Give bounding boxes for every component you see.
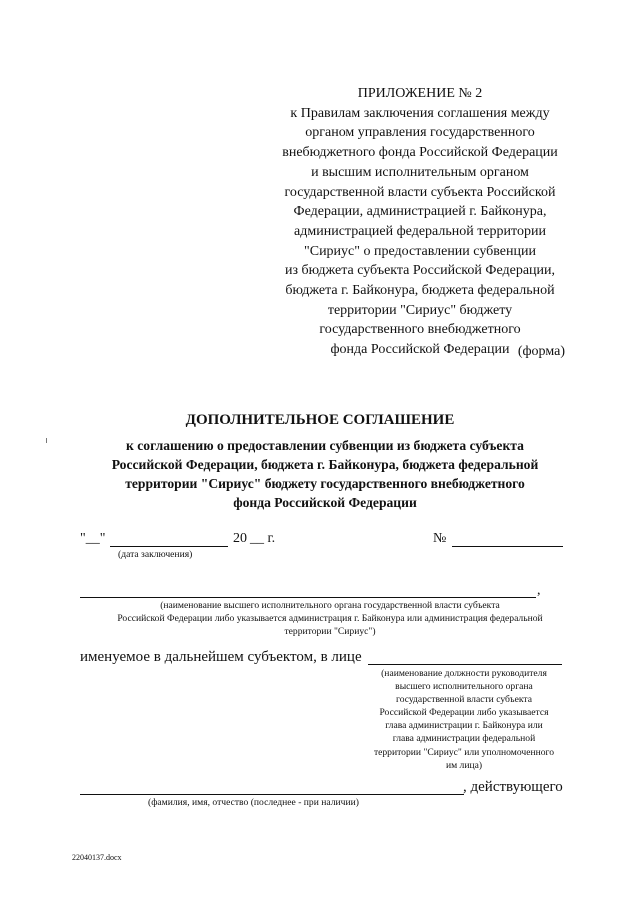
- margin-mark: [46, 438, 47, 443]
- representative-position-line[interactable]: [368, 664, 562, 665]
- representative-caption-line: им лица): [445, 759, 483, 771]
- appendix-line: государственной власти субъекта Российской: [284, 184, 556, 200]
- appendix-line: к Правилам заключения соглашения между: [290, 105, 550, 121]
- full-name-line[interactable]: [80, 794, 464, 795]
- document-title: ДОПОЛНИТЕЛЬНОЕ СОГЛАШЕНИЕ: [185, 412, 455, 428]
- authority-name-line[interactable]: [80, 597, 536, 598]
- appendix-line: государственного внебюджетного: [319, 322, 521, 338]
- full-name-caption: (фамилия, имя, отчество (последнее - при наличии): [148, 797, 359, 808]
- appendix-line: и высшим исполнительным органом: [311, 164, 529, 180]
- representative-caption-line: (наименование должности руководителя: [381, 668, 547, 679]
- authority-caption: [60, 599, 600, 638]
- appendix-line: территории "Сириус" бюджету: [327, 302, 513, 318]
- appendix-line: из бюджета субъекта Российской Федерации,: [284, 263, 556, 279]
- representative-caption: [360, 667, 568, 772]
- form-label: (форма): [517, 344, 565, 359]
- date-month-line[interactable]: [110, 546, 228, 547]
- document-subtitle: [60, 436, 590, 512]
- appendix-line: "Сириус" о предоставлении субвенции: [304, 243, 536, 259]
- subtitle-line: Российской Федерации, бюджета г. Байконура, бюджета федеральной: [111, 457, 539, 472]
- appendix-line: бюджета г. Байконура, бюджета федеральной: [285, 283, 555, 299]
- represented-text: именуемое в дальнейшем субъектом, в лице: [80, 649, 362, 665]
- date-year-prefix: 20: [233, 531, 247, 546]
- authority-caption-line: территории "Сириус"): [284, 626, 376, 638]
- representative-caption-line: высшего исполнительного органа: [395, 681, 533, 693]
- representative-caption-line: территории "Сириус" или уполномоченного: [373, 746, 555, 758]
- appendix-line: администрацией федеральной территории: [294, 223, 546, 239]
- subtitle-line: к соглашению о предоставлении субвенции из бюджета субъекта: [126, 438, 524, 453]
- date-caption: (дата заключения): [118, 549, 193, 560]
- acting-text: , действующего: [463, 779, 563, 795]
- representative-caption-line: глава администрации г. Байконура или: [385, 720, 543, 732]
- subtitle-line: фонда Российской Федерации: [233, 495, 417, 510]
- appendix-line: Федерации, администрацией г. Байконура,: [293, 204, 547, 220]
- representative-caption-line: Российской Федерации либо указывается: [379, 707, 549, 719]
- date-day-blank[interactable]: "__": [80, 531, 106, 546]
- subtitle-line: территории "Сириус" бюджету государственного внебюджетного: [125, 476, 525, 491]
- appendix-line: органом управления государственного: [305, 125, 535, 141]
- appendix-line: внебюджетного фонда Российской Федерации: [282, 145, 558, 161]
- authority-caption-line: (наименование высшего исполнительного органа государственной власти субъекта: [160, 600, 500, 611]
- agreement-number-line[interactable]: [452, 546, 563, 547]
- date-year-suffix[interactable]: __ г.: [250, 531, 276, 546]
- authority-caption-line: Российской Федерации либо указывается администрация г. Байконура или администрация федеральной: [117, 613, 543, 625]
- representative-caption-line: глава администрации федеральной: [392, 733, 536, 745]
- appendix-header: [240, 84, 600, 360]
- authority-trailing-comma: ,: [537, 583, 541, 598]
- appendix-heading: ПРИЛОЖЕНИЕ № 2: [357, 86, 483, 101]
- appendix-line: фонда Российской Федерации: [330, 342, 510, 358]
- representative-caption-line: государственной власти субъекта: [396, 694, 532, 706]
- footer-filename: 22040137.docx: [72, 853, 122, 862]
- number-sign: №: [433, 531, 447, 546]
